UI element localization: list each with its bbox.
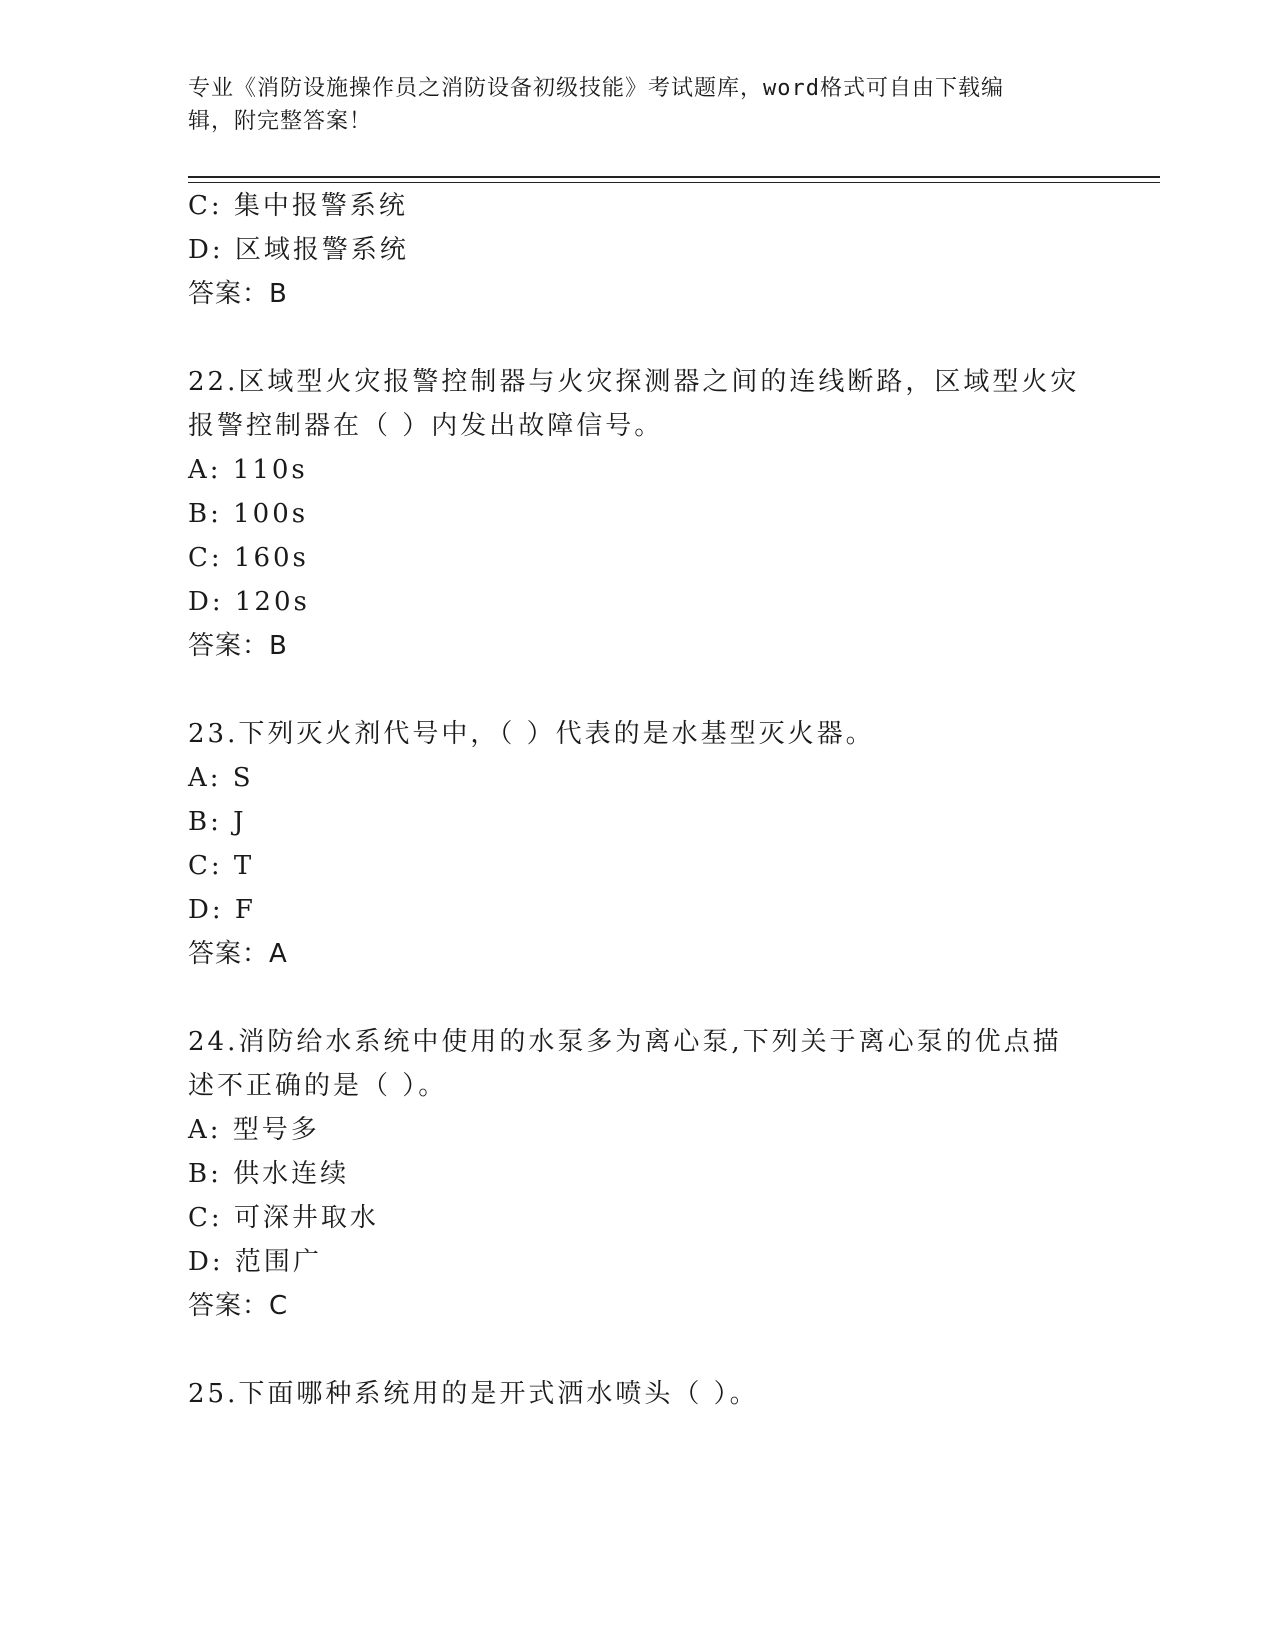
option-line: D: 范围广 (188, 1247, 322, 1277)
header-divider-bottom (188, 182, 1160, 183)
answer-line: 答案：A (188, 939, 288, 969)
option-line: A: 110s (188, 455, 308, 485)
question-line: 24.消防给水系统中使用的水泵多为离心泵,下列关于离心泵的优点描 (188, 1027, 1062, 1057)
option-line: D: F (188, 895, 256, 925)
option-line: B: 供水连续 (188, 1159, 350, 1189)
header-divider-top (188, 176, 1160, 178)
question-line: 报警控制器在（ ）内发出故障信号。 (188, 411, 664, 441)
option-line: A: 型号多 (188, 1115, 320, 1145)
answer-line: 答案：C (188, 1291, 289, 1321)
option-line: C: 可深井取水 (188, 1203, 379, 1233)
option-line: B: 100s (188, 499, 309, 529)
page-header (188, 72, 1068, 138)
header-line-1: 专业《消防设施操作员之消防设备初级技能》考试题库，word格式可自由下载编 (188, 76, 1004, 101)
option-line: A: S (188, 763, 254, 793)
header-line-2: 辑，附完整答案！ (188, 109, 373, 134)
answer-line: 答案：B (188, 631, 288, 661)
question-line: 23.下列灭火剂代号中，（ ）代表的是水基型灭火器。 (188, 719, 875, 749)
option-line: D: 120s (188, 587, 310, 617)
option-line: D: 区域报警系统 (188, 235, 409, 265)
option-line: C: 集中报警系统 (188, 191, 408, 221)
option-line: C: T (188, 851, 255, 881)
question-line: 22.区域型火灾报警控制器与火灾探测器之间的连线断路，区域型火灾 (188, 367, 1080, 397)
option-line: C: 160s (188, 543, 309, 573)
question-line: 述不正确的是（ ）。 (188, 1071, 448, 1101)
answer-line: 答案：B (188, 279, 288, 309)
option-line: B: J (188, 807, 247, 837)
question-line: 25.下面哪种系统用的是开式洒水喷头（ ）。 (188, 1379, 759, 1409)
